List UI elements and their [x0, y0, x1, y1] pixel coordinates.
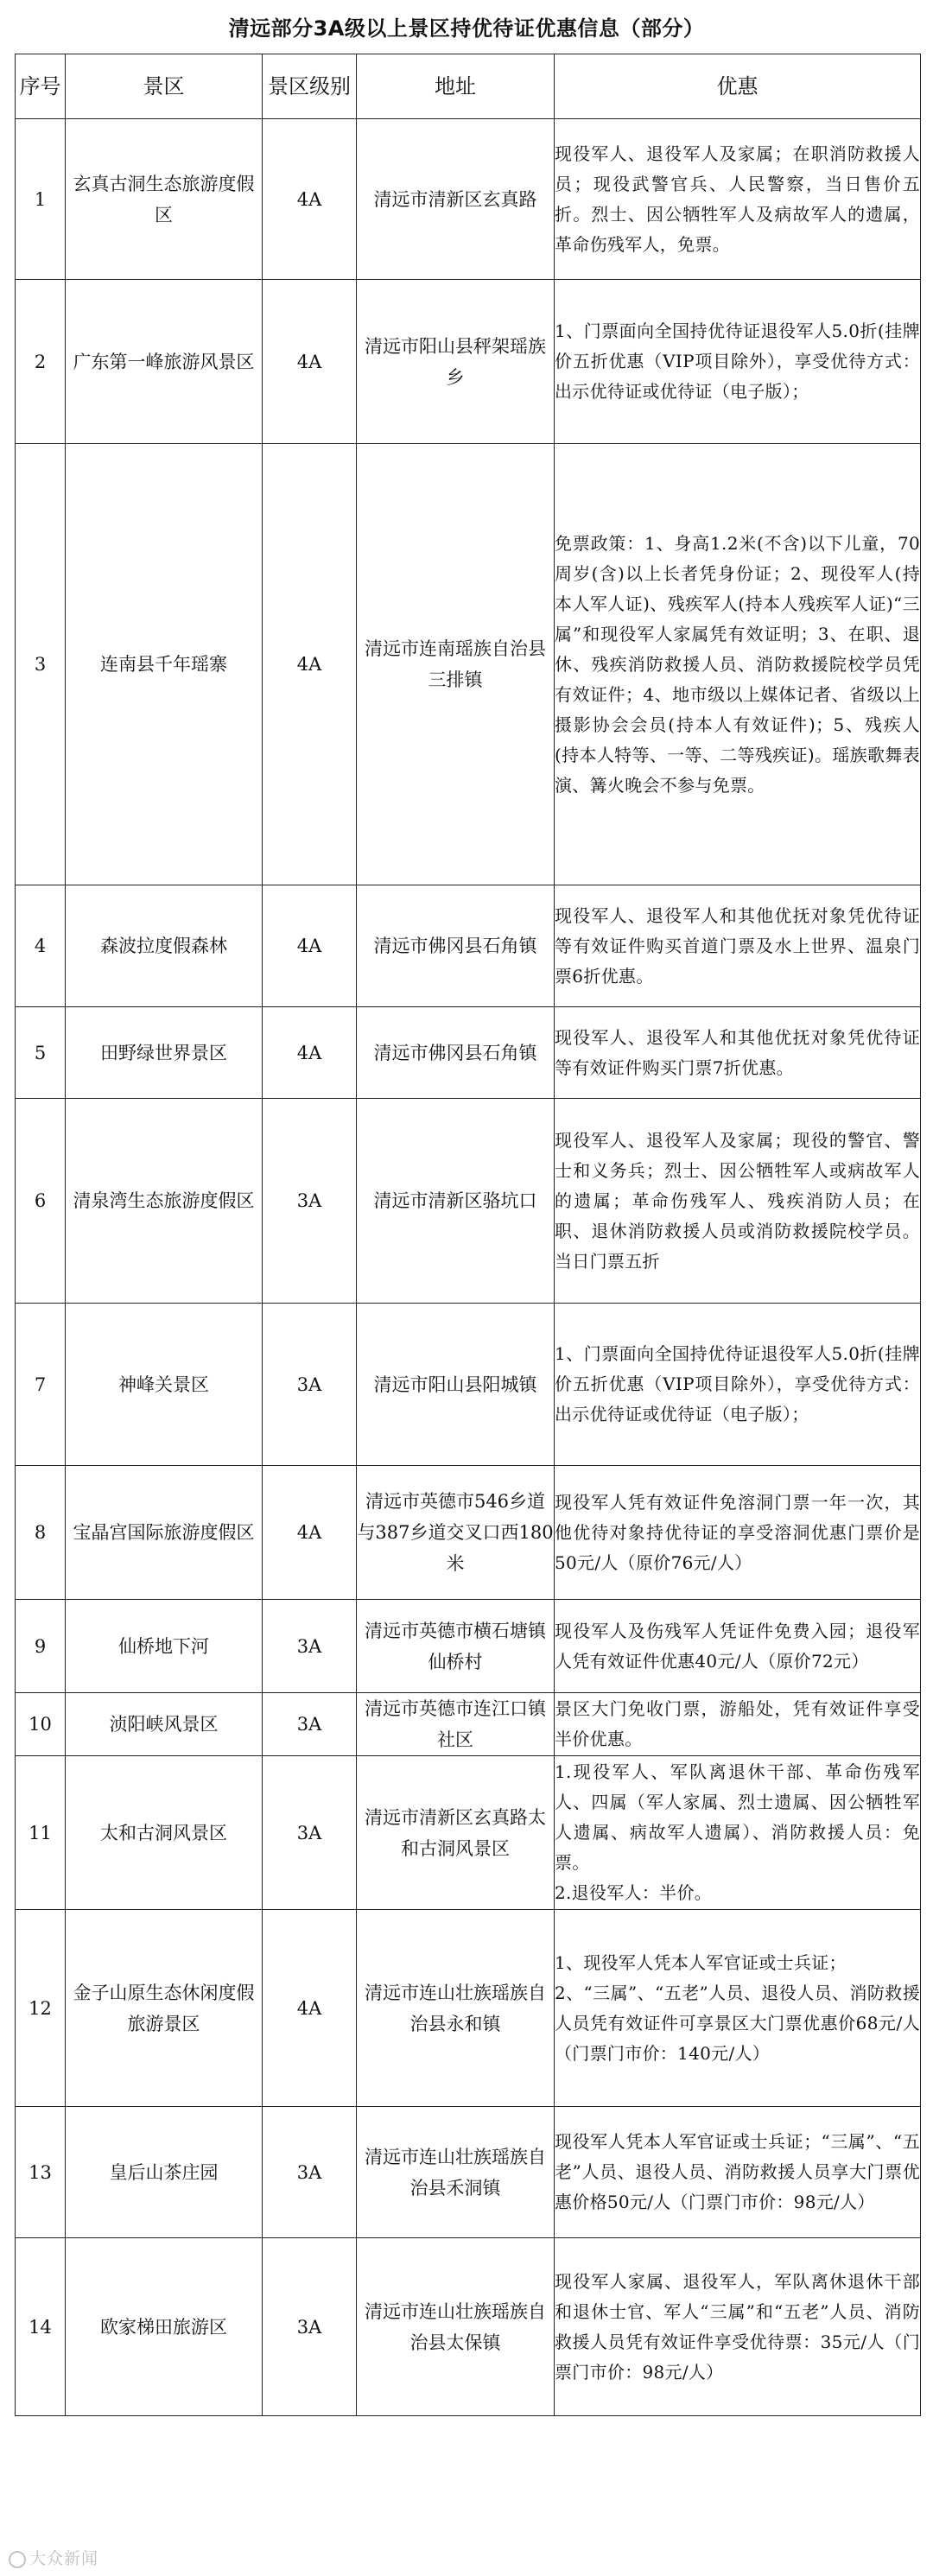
- table-row: [16, 280, 921, 444]
- cell-address: 清远市连南瑶族自治县三排镇: [357, 444, 555, 885]
- benefit-paragraph: 现役军人、退役军人及家属；在职消防救援人员；现役武警官兵、人民警察，当日售价五折。烈士、因公牺牲军人及病故军人的遗属，革命伤残军人，免票。: [555, 143, 920, 255]
- cell-benefit: [555, 1007, 921, 1099]
- benefit-paragraph: 现役军人、退役军人及家属；现役的警官、警士和义务兵；烈士、因公牺牲军人或病故军人的遗属；革命伤残军人、残疾消防人员；在职、退休消防救援人员或消防救援院校学员。当日门票五折: [555, 1129, 920, 1272]
- cell-name: 仙桥地下河: [66, 1600, 263, 1693]
- benefit-paragraph: 2.退役军人：半价。: [555, 1882, 713, 1903]
- cell-no: 6: [16, 1099, 66, 1304]
- table-row: [16, 2107, 921, 2238]
- cell-address: 清远市清新区骆坑口: [357, 1099, 555, 1304]
- cell-level: 3A: [263, 1600, 357, 1693]
- cell-name: 森波拉度假森林: [66, 885, 263, 1007]
- benefit-paragraph: 现役军人、退役军人和其他优抚对象凭优待证等有效证件购买首道门票及水上世界、温泉门票6折优惠。: [555, 904, 920, 987]
- cell-no: 12: [16, 1910, 66, 2107]
- table-header-row: [16, 54, 921, 119]
- cell-name: 田野绿世界景区: [66, 1007, 263, 1099]
- cell-level: 3A: [263, 1756, 357, 1910]
- benefit-paragraph: 现役军人家属、退役军人，军队离休退休干部和退休士官、军人“三属”和“五老”人员、消防救援人员凭有效证件享受优待票：35元/人（门票门市价：98元/人）: [555, 2270, 920, 2382]
- header-level: 景区级别: [263, 54, 357, 119]
- cell-no: 8: [16, 1466, 66, 1600]
- cell-name: 太和古洞风景区: [66, 1756, 263, 1910]
- cell-no: 7: [16, 1304, 66, 1466]
- cell-address: 清远市佛冈县石角镇: [357, 885, 555, 1007]
- cell-level: 3A: [263, 1693, 357, 1756]
- cell-no: 9: [16, 1600, 66, 1693]
- cell-benefit: [555, 885, 921, 1007]
- benefit-paragraph: 现役军人凭本人军官证或士兵证；“三属”、“五老”人员、退役人员、消防救援人员享大门票优惠价格50元/人（门票门市价：98元/人）: [555, 2131, 920, 2212]
- cell-address: 清远市清新区玄真路: [357, 119, 555, 280]
- cell-name: 金子山原生态休闲度假旅游景区: [66, 1910, 263, 2107]
- benefit-paragraph: 1.现役军人、军队离退休干部、革命伤残军人、四属（军人家属、烈士遗属、因公牺牲军人遗属、病故军人遗属）、消防救援人员：免票。: [555, 1761, 920, 1873]
- benefit-paragraph: 景区大门免收门票，游船处，凭有效证件享受半价优惠。: [555, 1698, 920, 1749]
- cell-name: 宝晶宫国际旅游度假区: [66, 1466, 263, 1600]
- table-row: [16, 1910, 921, 2107]
- header-address: 地址: [357, 54, 555, 119]
- benefit-paragraph: 现役军人及伤残军人凭证件免费入园；退役军人凭有效证件优惠40元/人（原价72元）: [555, 1620, 920, 1672]
- cell-level: 3A: [263, 2107, 357, 2238]
- cell-no: 2: [16, 280, 66, 444]
- cell-address: 清远市英德市横石塘镇仙桥村: [357, 1600, 555, 1693]
- table-row: [16, 1756, 921, 1910]
- cell-address: 清远市清新区玄真路太和古洞风景区: [357, 1756, 555, 1910]
- cell-address: 清远市连山壮族瑶族自治县永和镇: [357, 1910, 555, 2107]
- benefit-paragraph: 免票政策：1、身高1.2米(不含)以下儿童，70周岁(含)以上长者凭身份证；2、现役军人(持本人军人证)、残疾军人(持本人残疾军人证)“三属”和现役军人家属凭有效证明；3、在职、退休、残疾消防救援人员、消防救援院校学员凭有效证件；4、地市级以上媒体记者、省级以上摄影协会会员(持本人有效证件)；5、残疾人(持本人特等、一等、二等残疾证)。瑶族歌舞表演、篝火晚会不参与免票。: [555, 532, 920, 796]
- page-title: 清远部分3A级以上景区持优待证优惠信息（部分）: [228, 16, 705, 41]
- cell-level: 4A: [263, 280, 357, 444]
- table-row: [16, 119, 921, 280]
- benefit-paragraph: 1、门票面向全国持优待证退役军人5.0折(挂牌价五折优惠（VIP项目除外），享受优待方式：出示优待证或优待证（电子版）；: [555, 320, 920, 402]
- watermark: [9, 2546, 98, 2569]
- cell-name: 欧家梯田旅游区: [66, 2238, 263, 2416]
- cell-no: 10: [16, 1693, 66, 1756]
- cell-level: 4A: [263, 1466, 357, 1600]
- cell-benefit: [555, 1466, 921, 1600]
- cell-name: 玄真古洞生态旅游度假区: [66, 119, 263, 280]
- benefit-paragraph: 2、“三属”、“五老”人员、退役人员、消防救援人员凭有效证件可享景区大门票优惠价68元/人（门票门市价：140元/人）: [555, 1982, 920, 2064]
- cell-no: 11: [16, 1756, 66, 1910]
- cell-benefit: [555, 1910, 921, 2107]
- cell-level: 3A: [263, 1304, 357, 1466]
- cell-address: 清远市英德市连江口镇社区: [357, 1693, 555, 1756]
- cell-name: 浈阳峡风景区: [66, 1693, 263, 1756]
- table-row: [16, 2238, 921, 2416]
- benefit-paragraph: 1、门票面向全国持优待证退役军人5.0折(挂牌价五折优惠（VIP项目除外），享受优待方式：出示优待证或优待证（电子版）；: [555, 1343, 920, 1424]
- table-row: [16, 885, 921, 1007]
- cell-level: 4A: [263, 444, 357, 885]
- cell-benefit: [555, 1756, 921, 1910]
- benefit-paragraph: 1、现役军人凭本人军官证或士兵证；: [555, 1951, 847, 1973]
- cell-name: 连南县千年瑶寨: [66, 444, 263, 885]
- cell-benefit: [555, 280, 921, 444]
- cell-benefit: [555, 1693, 921, 1756]
- table-row: [16, 1466, 921, 1600]
- watermark-text: 大众新闻: [29, 2549, 99, 2568]
- cell-no: 14: [16, 2238, 66, 2416]
- header-benefit: 优惠: [555, 54, 921, 119]
- benefit-table: [15, 54, 921, 2416]
- cell-address: 清远市英德市546乡道与387乡道交叉口西180米: [357, 1466, 555, 1600]
- cell-name: 神峰关景区: [66, 1304, 263, 1466]
- cell-level: 4A: [263, 885, 357, 1007]
- cell-benefit: [555, 1600, 921, 1693]
- cell-address: 清远市阳山县阳城镇: [357, 1304, 555, 1466]
- cell-address: 清远市佛冈县石角镇: [357, 1007, 555, 1099]
- table-row: [16, 444, 921, 885]
- benefit-paragraph: 现役军人、退役军人和其他优抚对象凭优待证等有效证件购买门票7折优惠。: [555, 1026, 920, 1078]
- cell-address: 清远市连山壮族瑶族自治县太保镇: [357, 2238, 555, 2416]
- cell-level: 3A: [263, 1099, 357, 1304]
- cell-no: 3: [16, 444, 66, 885]
- header-no: 序号: [16, 54, 66, 119]
- cell-benefit: [555, 119, 921, 280]
- cell-level: 4A: [263, 119, 357, 280]
- cell-address: 清远市连山壮族瑶族自治县禾洞镇: [357, 2107, 555, 2238]
- cell-no: 13: [16, 2107, 66, 2238]
- cell-no: 1: [16, 119, 66, 280]
- table-row: [16, 1304, 921, 1466]
- cell-level: 4A: [263, 1007, 357, 1099]
- cell-level: 4A: [263, 1910, 357, 2107]
- benefit-paragraph: 现役军人凭有效证件免溶洞门票一年一次，其他优待对象持优待证的享受溶洞优惠门票价是50元/人（原价76元/人）: [555, 1491, 920, 1573]
- cell-benefit: [555, 1099, 921, 1304]
- cell-benefit: [555, 444, 921, 885]
- table-row: [16, 1099, 921, 1304]
- cell-level: 3A: [263, 2238, 357, 2416]
- cell-benefit: [555, 2107, 921, 2238]
- cell-name: 清泉湾生态旅游度假区: [66, 1099, 263, 1304]
- cell-name: 广东第一峰旅游风景区: [66, 280, 263, 444]
- cell-address: 清远市阳山县秤架瑶族乡: [357, 280, 555, 444]
- cell-no: 4: [16, 885, 66, 1007]
- cell-name: 皇后山茶庄园: [66, 2107, 263, 2238]
- cell-benefit: [555, 2238, 921, 2416]
- table-row: [16, 1600, 921, 1693]
- table-row: [16, 1693, 921, 1756]
- table-row: [16, 1007, 921, 1099]
- cell-no: 5: [16, 1007, 66, 1099]
- header-name: 景区: [66, 54, 263, 119]
- watermark-logo-icon: [9, 2551, 26, 2568]
- cell-benefit: [555, 1304, 921, 1466]
